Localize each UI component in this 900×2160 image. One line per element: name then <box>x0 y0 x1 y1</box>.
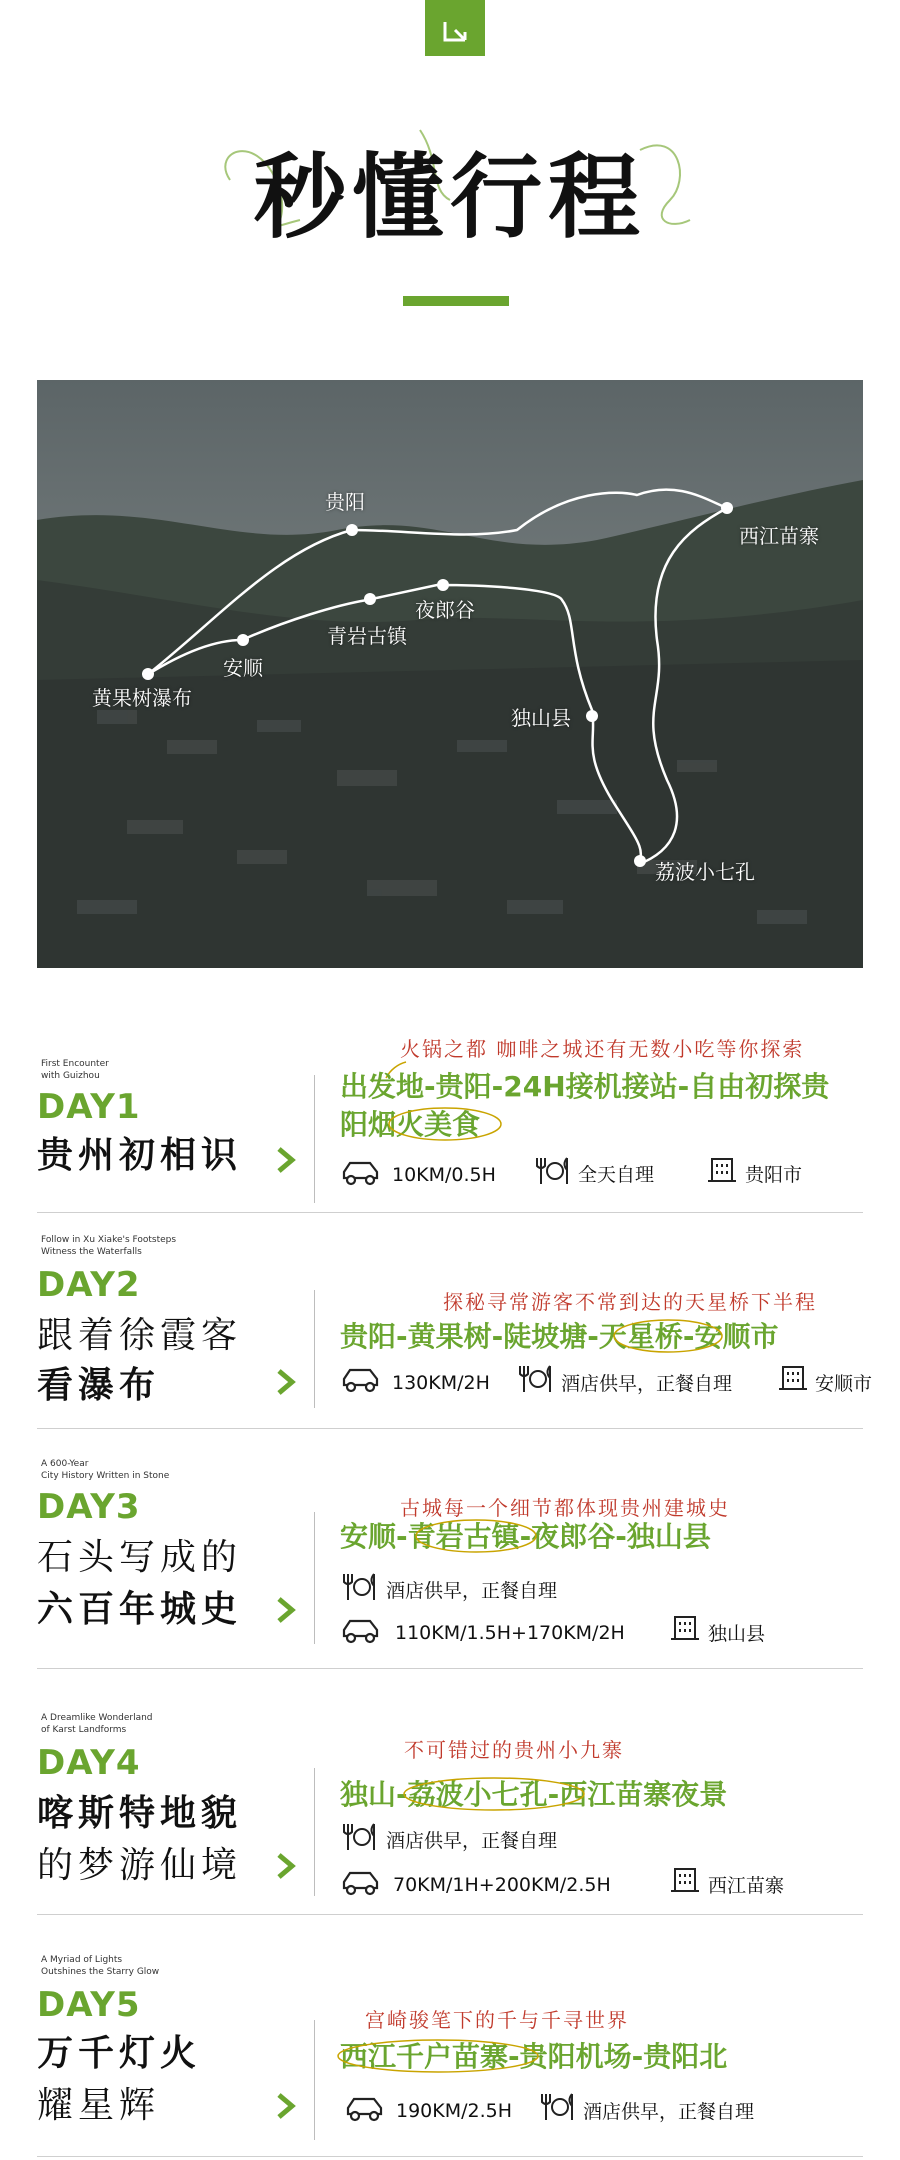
map-label-huangguoshu: 黄果树瀑布 <box>92 686 192 710</box>
day3-route: 安顺-青岩古镇-夜郎谷-独山县 <box>340 1520 711 1553</box>
day2-route: 贵阳-黄果树-陡坡塘-天星桥-安顺市 <box>340 1320 779 1353</box>
day4-separator <box>37 1914 863 1915</box>
day4-car-icon <box>340 1866 382 1898</box>
day3-dining-icon <box>342 1570 378 1604</box>
day3-car-icon <box>340 1614 382 1646</box>
day1-hotel-icon <box>707 1154 737 1184</box>
day3-title-line1: 石头写成的 <box>37 1537 243 1578</box>
day1-separator <box>37 1212 863 1213</box>
day3-note: 古城每一个细节都体现贵州建城史 <box>400 1496 730 1520</box>
map-label-dushan: 独山县 <box>511 706 571 730</box>
day2-label: DAY2 <box>37 1265 141 1305</box>
down-arrow-icon <box>425 0 485 56</box>
day3-separator <box>37 1668 863 1669</box>
day1-title: 贵州初相识 <box>37 1135 243 1176</box>
day2-distance: 130KM/2H <box>392 1372 490 1394</box>
day4-distance: 70KM/1H+200KM/2.5H <box>393 1874 611 1896</box>
day1-english-subtitle: First Encounter with Guizhou <box>41 1059 109 1081</box>
day4-divider <box>314 1768 315 1896</box>
day2-meal: 酒店供早，正餐自理 <box>561 1373 733 1395</box>
day4-hotel: 西江苗寨 <box>708 1875 785 1897</box>
day1-meal: 全天自理 <box>578 1164 655 1186</box>
map-dot-xijiang <box>721 502 733 514</box>
day2-hotel-icon <box>778 1362 808 1392</box>
day5-note: 宫崎骏笔下的千与千寻世界 <box>365 2008 629 2032</box>
day1-divider <box>314 1075 315 1203</box>
day4-highlight-oval <box>400 1774 590 1814</box>
map-label-libo: 荔波小七孔 <box>655 860 755 884</box>
day3-hotel: 独山县 <box>708 1623 766 1645</box>
map-label-guiyang: 贵阳 <box>325 490 365 514</box>
day4-meal: 酒店供早，正餐自理 <box>386 1830 558 1852</box>
map-label-yelang: 夜郎谷 <box>415 598 475 622</box>
day3-english-subtitle: A 600-Year City History Written in Stone <box>41 1459 170 1481</box>
day1-car-icon <box>340 1156 382 1188</box>
day2-separator <box>37 1428 863 1429</box>
day2-divider <box>314 1290 315 1408</box>
day4-hotel-icon <box>670 1864 700 1894</box>
day4-title-line1: 喀斯特地貌 <box>37 1793 243 1834</box>
day1-highlight-oval <box>385 1104 505 1144</box>
day5-car-icon <box>344 2092 386 2124</box>
map-dot-huangguoshu <box>142 668 154 680</box>
map-dot-guiyang <box>346 524 358 536</box>
day5-distance: 190KM/2.5H <box>396 2100 513 2122</box>
title-underline <box>403 296 509 306</box>
day3-chevron-right-icon[interactable] <box>275 1596 297 1624</box>
day5-highlight-oval <box>334 2036 544 2076</box>
day3-highlight-oval <box>412 1516 542 1556</box>
day5-divider <box>314 2020 315 2140</box>
day5-separator <box>37 2156 863 2157</box>
day5-title-line2: 耀星辉 <box>37 2085 161 2126</box>
map-dot-dushan <box>586 710 598 722</box>
day5-label: DAY5 <box>37 1985 141 2025</box>
day1-route-line1: 出发地-贵阳-24H接机接站-自由初探贵 <box>340 1070 830 1103</box>
day2-title-line2: 看瀑布 <box>37 1365 161 1406</box>
day5-title-line1: 万千灯火 <box>37 2033 202 2074</box>
day2-english-subtitle: Follow in Xu Xiake's Footsteps Witness the Waterfalls <box>41 1235 177 1257</box>
day3-label: DAY3 <box>37 1487 141 1527</box>
day1-route-line2: 阳烟火美食 <box>340 1108 481 1141</box>
day3-distance: 110KM/1.5H+170KM/2H <box>395 1622 625 1644</box>
day2-title-line1: 跟着徐霞客 <box>37 1315 243 1356</box>
day4-route: 独山-荔波小七孔-西江苗寨夜景 <box>340 1778 728 1811</box>
day1-hotel: 贵阳市 <box>745 1164 803 1186</box>
day4-label: DAY4 <box>37 1743 141 1783</box>
down-arrow-badge <box>425 0 485 56</box>
day1-dining-icon <box>535 1154 571 1188</box>
day2-chevron-right-icon[interactable] <box>275 1368 297 1396</box>
day1-chevron-right-icon[interactable] <box>275 1146 297 1174</box>
day5-chevron-right-icon[interactable] <box>275 2092 297 2120</box>
route-map <box>37 380 863 968</box>
day3-meal: 酒店供早，正餐自理 <box>386 1580 558 1602</box>
day2-note: 探秘寻常游客不常到达的天星桥下半程 <box>443 1290 817 1314</box>
day2-car-icon <box>340 1363 382 1395</box>
day1-distance: 10KM/0.5H <box>392 1164 496 1186</box>
page-title: 秒懂行程 <box>253 144 646 251</box>
day4-dining-icon <box>342 1820 378 1854</box>
day1-note: 火锅之都 咖啡之城还有无数小吃等你探索 <box>400 1037 805 1061</box>
map-dot-yelang <box>437 579 449 591</box>
day4-note: 不可错过的贵州小九寨 <box>404 1738 624 1762</box>
map-label-qingyan: 青岩古镇 <box>327 624 407 648</box>
map-dot-qingyan <box>364 593 376 605</box>
day5-english-subtitle: A Myriad of Lights Outshines the Starry Glow <box>41 1955 160 1977</box>
day4-english-subtitle: A Dreamlike Wonderland of Karst Landforms <box>41 1713 153 1735</box>
day5-route: 西江千户苗寨-贵阳机场-贵阳北 <box>340 2040 728 2073</box>
day3-divider <box>314 1512 315 1644</box>
day2-hotel: 安顺市 <box>815 1373 873 1395</box>
day3-title-line2: 六百年城史 <box>37 1589 243 1630</box>
day1-label: DAY1 <box>37 1087 141 1127</box>
day2-dining-icon <box>518 1362 554 1396</box>
map-dot-libo <box>634 855 646 867</box>
day4-chevron-right-icon[interactable] <box>275 1852 297 1880</box>
day3-hotel-icon <box>670 1612 700 1642</box>
day2-highlight-oval <box>610 1316 730 1356</box>
day4-title-line2: 的梦游仙境 <box>37 1845 243 1886</box>
day5-dining-icon <box>540 2090 576 2124</box>
day5-meal: 酒店供早，正餐自理 <box>583 2101 755 2123</box>
map-label-xijiang: 西江苗寨 <box>739 524 819 548</box>
map-dot-anshun <box>237 634 249 646</box>
map-label-anshun: 安顺 <box>223 656 263 680</box>
